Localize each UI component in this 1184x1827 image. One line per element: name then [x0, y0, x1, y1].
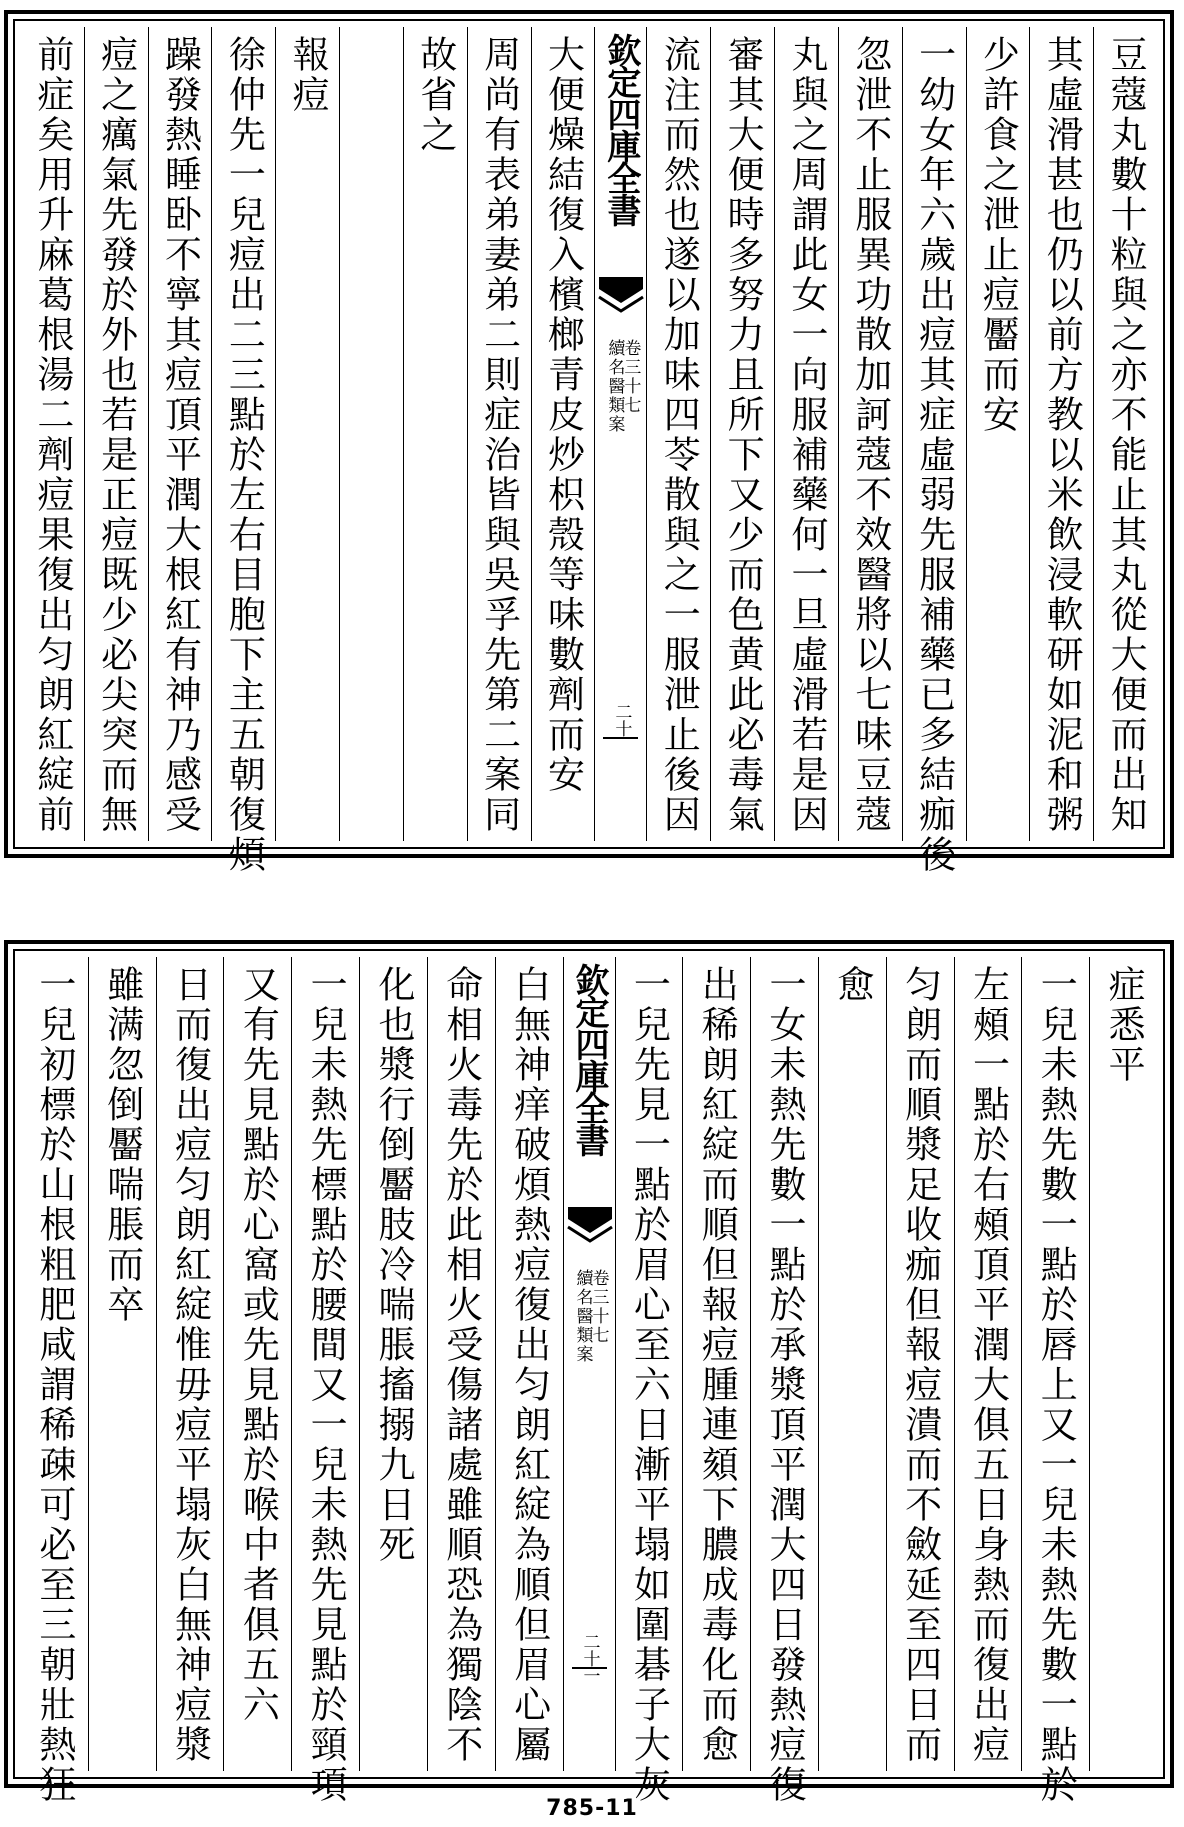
juan-number: 卷三十七	[588, 1269, 609, 1345]
folio-number: 二十一	[579, 1633, 600, 1684]
column-text: 審其大便時多努力且所下又少而色黄此必毒氣	[721, 35, 765, 835]
column-text: 故省之	[413, 35, 457, 155]
fishtail-mark-icon	[597, 275, 645, 315]
column-text: 少許食之泄止痘靨而安	[976, 35, 1020, 435]
text-column	[886, 957, 954, 1771]
column-text: 忽泄不止服異功散加訶蔻不效醫將以七味豆蔻	[848, 35, 892, 835]
folio-rule	[603, 737, 638, 739]
column-text: 症悉平	[1102, 965, 1146, 1085]
column-text: 雖满忽倒靨喘脹而卒	[100, 965, 144, 1325]
column-text: 痘之癘氣先發於外也若是正痘既少必尖突而無	[94, 35, 138, 835]
bottom-page-columns	[21, 957, 1157, 1805]
text-column	[495, 957, 563, 1771]
column-text: 一兒初標於山根粗肥咸謂稀疎可必至三朝壯熱狂	[32, 965, 76, 1805]
text-column	[774, 27, 838, 841]
folio-rule	[572, 1667, 607, 1669]
text-column	[467, 27, 531, 841]
column-text: 豆蔻丸數十粒與之亦不能止其丸從大便而出知	[1104, 35, 1148, 835]
page-number: 785-11	[546, 1796, 638, 1821]
column-text: 一兒先見一點於眉心至六日漸平塌如圍碁子大灰	[627, 965, 671, 1805]
column-text: 化也漿行倒靨肢冷喘脹搐搦九日死	[371, 965, 415, 1565]
text-column	[359, 957, 427, 1771]
fishtail-mark-icon	[566, 1205, 614, 1245]
juan-number: 卷三十七	[620, 339, 641, 415]
column-text: 前症矣用升麻葛根湯二劑痘果復出匀朗紅綻前	[30, 35, 74, 835]
text-column	[148, 27, 212, 841]
text-column	[710, 27, 774, 841]
text-column	[966, 27, 1030, 841]
column-text: 匀朗而順漿足收痂但報痘潰而不斂延至四日而	[898, 965, 942, 1765]
folio-number: 二十	[611, 703, 632, 737]
text-column	[291, 957, 359, 1805]
column-text: 流注而然也遂以加味四苓散與之一服泄止後因	[657, 35, 701, 835]
column-text: 周尚有表弟妻弟二則症治皆與吳孚先第二案同	[477, 35, 521, 835]
text-column	[615, 957, 683, 1805]
column-text: 一幼女年六歲出痘其症虛弱先服補藥已多結痂後	[912, 35, 956, 875]
text-column	[1089, 957, 1157, 1771]
book-title: 欽定四庫全書	[600, 33, 641, 225]
text-column	[750, 957, 818, 1805]
book-title: 欽定四庫全書	[569, 963, 609, 1155]
column-text: 出稀朗紅綻而順但報痘腫連頦下膿成毒化而愈	[695, 965, 739, 1765]
column-text: 丸與之周謂此女一向服補藥何一旦虛滑若是因	[784, 35, 828, 835]
top-page-columns	[21, 27, 1157, 875]
column-text: 其虛滑甚也仍以前方教以米飲浸軟研如泥和粥	[1040, 35, 1084, 835]
column-text: 愈	[830, 965, 874, 1005]
text-column	[531, 27, 595, 841]
column-text: 又有先見點於心窩或先見點於喉中者俱五六	[236, 965, 280, 1725]
text-column	[21, 27, 84, 841]
sub-title: 續名醫類案	[572, 1269, 593, 1364]
column-text: 一女未熱先數一點於承漿頂平潤大四日發熱痘復	[763, 965, 807, 1805]
column-text: 左頰一點於右頰頂平潤大俱五日身熱而復出痘	[966, 965, 1010, 1765]
text-column	[682, 957, 750, 1771]
text-column	[838, 27, 902, 841]
text-column	[211, 27, 275, 875]
text-column	[646, 27, 710, 841]
text-column	[1093, 27, 1157, 841]
text-column	[88, 957, 156, 1771]
column-text: 一兒未熱先標點於腰間又一兒未熱先見點於頸項	[304, 965, 348, 1805]
center-fold-column	[563, 957, 615, 1771]
text-column	[954, 957, 1022, 1771]
column-text: 一兒未熱先數一點於唇上又一兒未熱先數一點於	[1034, 965, 1078, 1805]
text-column	[403, 27, 467, 841]
text-column	[275, 27, 339, 841]
column-text: 白無神痒破煩熱痘復出匀朗紅綻為順但眉心屬	[507, 965, 551, 1765]
column-text: 躁發熱睡卧不寧其痘頂平潤大根紅有神乃感受	[158, 35, 202, 835]
text-column	[84, 27, 148, 841]
sub-title: 續名醫類案	[604, 339, 625, 434]
column-text: 報痘	[286, 35, 330, 115]
column-text: 命相火毒先於此相火受傷諸處雖順恐為獨陰不	[439, 965, 483, 1765]
text-column	[339, 27, 403, 841]
text-column	[21, 957, 88, 1805]
column-text: 徐仲先一兒痘出二三點於左右目胞下主五朝復煩	[222, 35, 266, 875]
text-column	[427, 957, 495, 1771]
text-column	[1029, 27, 1093, 841]
text-column	[902, 27, 966, 875]
bottom-page	[4, 940, 1174, 1805]
center-fold-column	[594, 27, 646, 841]
top-page	[4, 10, 1174, 875]
text-column	[223, 957, 291, 1771]
text-column	[156, 957, 224, 1771]
text-column	[1021, 957, 1089, 1805]
text-column	[818, 957, 886, 1771]
column-text: 日而復出痘匀朗紅綻惟毋痘平塌灰白無神痘漿	[168, 965, 212, 1765]
column-text: 大便燥結復入檳榔青皮炒枳殼等味數劑而安	[541, 35, 585, 795]
